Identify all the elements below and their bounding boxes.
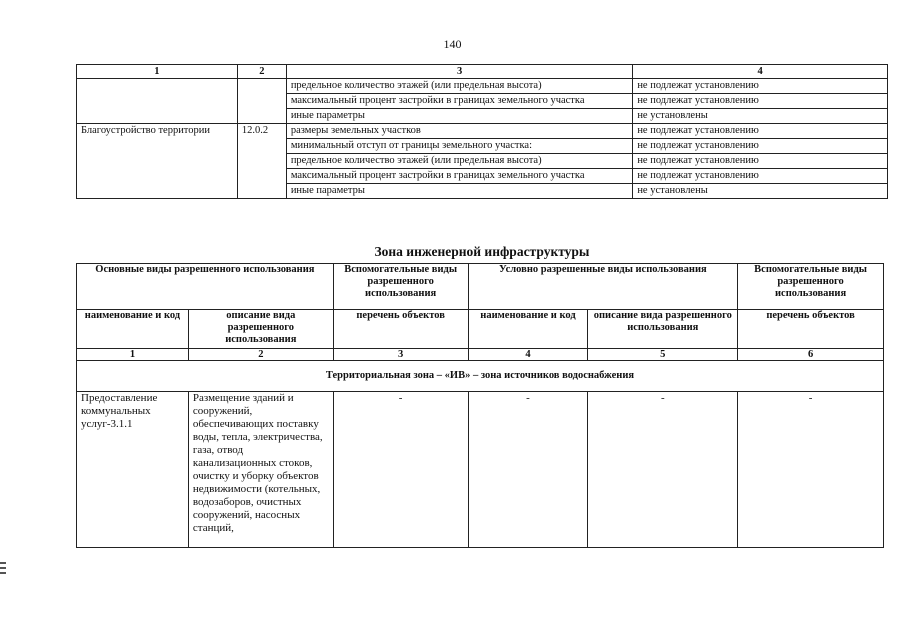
parameter-cell: размеры земельных участков — [286, 124, 633, 139]
column-number: 1 — [77, 349, 189, 361]
table-cell — [237, 79, 286, 124]
column-number: 3 — [333, 349, 468, 361]
column-number: 6 — [738, 349, 884, 361]
table-cell — [77, 79, 238, 124]
aux-uses-header: Вспомогательные виды разрешенного использования — [738, 264, 884, 310]
value-cell: не установлены — [633, 109, 888, 124]
conditional-uses-header: Условно разрешенные виды использования — [468, 264, 738, 310]
sub-header-row — [77, 310, 884, 349]
column-number-row — [77, 349, 884, 361]
page-number: 140 — [443, 37, 462, 51]
regulations-table-continued — [76, 64, 888, 199]
use-name-cell: Благоустройство территории — [77, 124, 238, 199]
sub-header: описание вида разрешенного использования — [588, 310, 738, 349]
use-description-cell: Размещение зданий и сооружений, обеспечивающих поставку воды, тепла, электричества, газа, отвод канализационных стоков, очистку и уборку объектов недвижимости (котельных, водозаборов, очистных сооружений, насосных станций, — [188, 392, 333, 548]
value-cell: не установлены — [633, 184, 888, 199]
column-number: 4 — [468, 349, 588, 361]
sub-header: описание вида разрешенного использования — [188, 310, 333, 349]
column-number: 2 — [188, 349, 333, 361]
parameter-cell: максимальный процент застройки в границах земельного участка — [286, 94, 633, 109]
parameter-cell: иные параметры — [286, 109, 633, 124]
use-code-cell: 12.0.2 — [237, 124, 286, 199]
parameter-cell: максимальный процент застройки в границах земельного участка — [286, 169, 633, 184]
parameter-cell: предельное количество этажей (или предельная высота) — [286, 154, 633, 169]
column-header: 4 — [633, 65, 888, 79]
zone-title: Зона инженерной инфраструктуры — [374, 244, 590, 259]
value-cell: не подлежат установлению — [633, 79, 888, 94]
parameter-cell: предельное количество этажей (или предельная высота) — [286, 79, 633, 94]
table-cell: - — [468, 392, 588, 548]
column-header: 3 — [286, 65, 633, 79]
table-cell: - — [738, 392, 884, 548]
use-name-cell: Предоставление коммунальных услуг-3.1.1 — [77, 392, 189, 548]
table-cell: - — [333, 392, 468, 548]
column-header: 2 — [237, 65, 286, 79]
aux-uses-header: Вспомогательные виды разрешенного использования — [333, 264, 468, 310]
value-cell: не подлежат установлению — [633, 94, 888, 109]
sub-header: наименование и код — [77, 310, 189, 349]
table-row — [77, 392, 884, 548]
group-header-row — [77, 264, 884, 310]
sub-header: перечень объектов — [333, 310, 468, 349]
zone-uses-table — [76, 263, 884, 548]
value-cell: не подлежат установлению — [633, 154, 888, 169]
territorial-zone-label: Территориальная зона – «ИВ» – зона источников водоснабжения — [77, 361, 884, 392]
table-row — [77, 124, 888, 139]
table-cell: - — [588, 392, 738, 548]
margin-scan-mark — [0, 562, 6, 580]
table-row — [77, 79, 888, 94]
value-cell: не подлежат установлению — [633, 139, 888, 154]
main-uses-header: Основные виды разрешенного использования — [77, 264, 334, 310]
parameter-cell: минимальный отступ от границы земельного участка: — [286, 139, 633, 154]
territorial-zone-row — [77, 361, 884, 392]
value-cell: не подлежат установлению — [633, 169, 888, 184]
value-cell: не подлежат установлению — [633, 124, 888, 139]
sub-header: наименование и код — [468, 310, 588, 349]
sub-header: перечень объектов — [738, 310, 884, 349]
column-number: 5 — [588, 349, 738, 361]
table-header-row — [77, 65, 888, 79]
column-header: 1 — [77, 65, 238, 79]
parameter-cell: иные параметры — [286, 184, 633, 199]
